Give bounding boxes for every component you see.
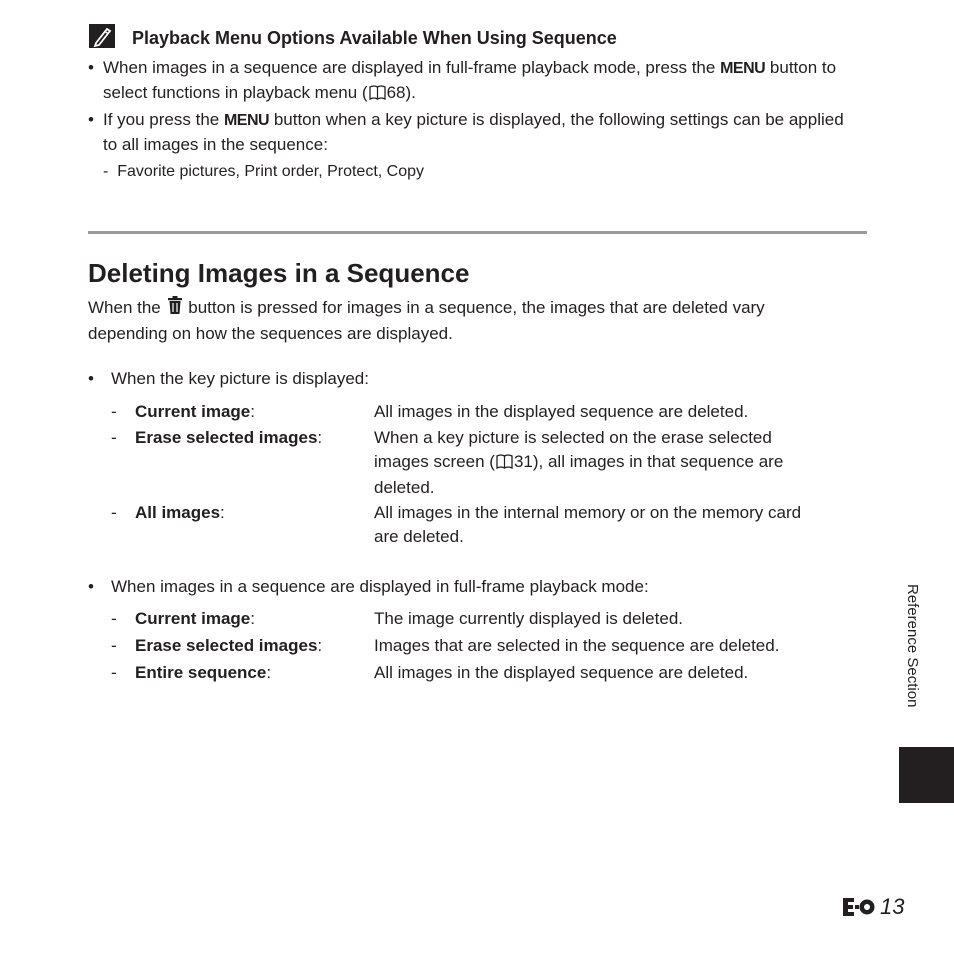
row-desc-line: are deleted.: [374, 527, 464, 546]
row-label-text: Erase selected images: [135, 428, 318, 447]
bullet-dot: •: [88, 58, 94, 77]
page-reference: 68: [386, 83, 406, 102]
group1-row-desc: All images in the displayed sequence are deleted.: [374, 402, 749, 421]
trash-icon: [167, 296, 183, 322]
note-bullet-1: [103, 56, 873, 107]
group2-row-label: Entire sequence:: [135, 663, 272, 682]
intro-text-after: button is pressed for images in a sequence, the images that are deleted vary: [188, 298, 765, 317]
dash: -: [111, 636, 117, 655]
section-tab: [899, 747, 954, 803]
group2-row-label: Current image:: [135, 609, 255, 628]
group1-row-desc: [374, 426, 864, 500]
page-number-text: 13: [880, 894, 905, 919]
group1-row-label: Erase selected images:: [135, 428, 323, 447]
reference-section-icon: [842, 896, 876, 918]
group2-row-desc: Images that are selected in the sequence are deleted.: [374, 636, 780, 655]
menu-button-label: MENU: [720, 60, 766, 77]
group2-row-label: Erase selected images:: [135, 636, 323, 655]
page-reference: 31: [513, 452, 533, 471]
note-title: Playback Menu Options Available When Using Sequence: [132, 28, 617, 48]
sidebar-section-label: Reference Section: [904, 584, 921, 708]
dash: -: [111, 663, 117, 682]
row-label-text: Current image: [135, 609, 251, 628]
page-number: [842, 893, 904, 921]
dash: -: [111, 503, 117, 522]
dash: -: [103, 163, 118, 180]
note-bullet-1-line2-end: ).: [405, 83, 416, 102]
group2-row-desc: The image currently displayed is deleted.: [374, 609, 683, 628]
dash: -: [111, 402, 117, 421]
row-desc-line: deleted.: [374, 478, 435, 497]
menu-button-label: MENU: [223, 112, 270, 129]
book-reference-icon: [496, 452, 513, 476]
note-bullet-2-text-after: button when a key picture is displayed, the following settings can be applied: [273, 110, 844, 129]
row-desc-line: images screen (: [374, 452, 495, 471]
bullet-dot: •: [88, 369, 94, 388]
group1-row-label: Current image:: [135, 402, 255, 421]
intro-text: When the: [88, 298, 161, 317]
group2-row-desc: All images in the displayed sequence are deleted.: [374, 663, 749, 682]
note-bullet-2-text: If you press the: [103, 110, 220, 129]
group2-heading: When images in a sequence are displayed in full-frame playback mode:: [111, 577, 649, 596]
bullet-dot: •: [88, 110, 94, 129]
row-label-text: All images: [135, 503, 221, 522]
row-desc-line: ), all images in that sequence are: [532, 452, 784, 471]
note-bullet-1-line2: select functions in playback menu (: [103, 83, 368, 102]
note-bullet-1-text-after: button to: [769, 58, 837, 77]
note-sub-item: [103, 160, 424, 184]
book-reference-icon: [369, 83, 386, 107]
note-bullet-2-line2: to all images in the sequence:: [103, 135, 328, 154]
row-label-text: Entire sequence: [135, 663, 267, 682]
group1-row-label: All images:: [135, 503, 225, 522]
group1-row-desc: [374, 501, 864, 549]
row-desc-line: All images in the internal memory or on the memory card: [374, 503, 802, 522]
dash: -: [111, 609, 117, 628]
section-divider: [88, 231, 867, 234]
bullet-dot: •: [88, 577, 94, 596]
row-label-text: Erase selected images: [135, 636, 318, 655]
group1-heading: When the key picture is displayed:: [111, 369, 369, 388]
dash: -: [111, 428, 117, 447]
section-intro: [88, 296, 868, 346]
row-desc-line: When a key picture is selected on the erase selected: [374, 428, 772, 447]
note-bullet-2: [103, 108, 873, 157]
section-title: Deleting Images in a Sequence: [88, 258, 470, 288]
row-label-text: Current image: [135, 402, 251, 421]
note-bullet-1-text: When images in a sequence are displayed in full-frame playback mode, press the: [103, 58, 716, 77]
intro-line2: depending on how the sequences are displayed.: [88, 324, 453, 343]
note-pencil-icon: [89, 24, 115, 48]
note-sub-item-text: Favorite pictures, Print order, Protect, Copy: [117, 163, 425, 180]
